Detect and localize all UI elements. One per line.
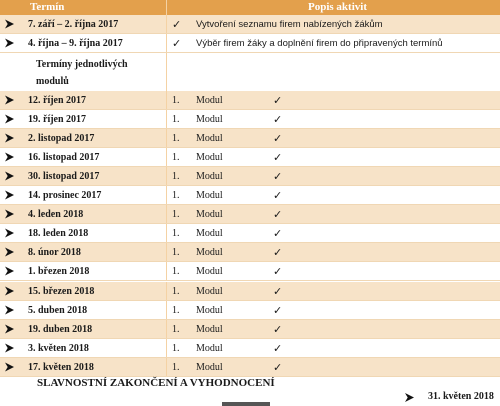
arrow-bullet-icon (5, 266, 14, 276)
module-number: 1. (172, 95, 180, 106)
module-label: Modul (196, 266, 223, 278)
module-number: 1. (172, 171, 180, 183)
column-divider (166, 243, 167, 262)
module-date: 30. listopad 2017 (28, 171, 100, 183)
module-number: 1. (172, 114, 180, 126)
column-divider (166, 282, 167, 301)
column-divider (166, 110, 167, 129)
module-date: 2. listopad 2017 (28, 133, 95, 145)
module-number: 1. (172, 133, 180, 145)
column-divider (166, 358, 167, 377)
arrow-bullet-icon (5, 286, 14, 296)
arrow-bullet-icon (5, 114, 14, 124)
module-date: 14. prosinec 2017 (28, 190, 102, 202)
column-header-activity: Popis aktivit (308, 1, 367, 13)
module-number: 1. (172, 247, 180, 259)
table-row (0, 205, 500, 224)
column-divider (166, 0, 167, 15)
checkmark-icon: ✓ (273, 247, 283, 260)
checkmark-icon: ✓ (273, 152, 283, 165)
module-date: 18. leden 2018 (28, 228, 89, 240)
table-row (0, 148, 500, 167)
module-number: 1. (172, 190, 180, 202)
table-row (0, 129, 500, 148)
module-label: Modul (196, 171, 223, 183)
column-divider (166, 53, 167, 91)
checkmark-icon: ✓ (172, 19, 182, 31)
arrow-bullet-icon (5, 362, 14, 372)
arrow-bullet-icon (405, 393, 414, 402)
module-date: 1. březen 2018 (28, 266, 90, 278)
module-label: Modul (196, 95, 223, 106)
column-divider (166, 205, 167, 224)
arrow-bullet-icon (5, 19, 14, 29)
table-row (0, 110, 500, 129)
arrow-bullet-icon (5, 190, 14, 200)
table-row (0, 186, 500, 205)
module-date: 15. březen 2018 (28, 285, 95, 297)
module-date: 19. duben 2018 (28, 323, 93, 335)
module-number: 1. (172, 209, 180, 221)
checkmark-icon: ✓ (273, 323, 283, 336)
term-date: 7. září – 2. října 2017 (28, 19, 119, 30)
modules-subheader-label: Termíny jednotlivých modulů (36, 59, 128, 87)
module-label: Modul (196, 342, 223, 354)
module-label: Modul (196, 209, 223, 221)
table-header (0, 0, 500, 15)
module-number: 1. (172, 342, 180, 354)
arrow-bullet-icon (5, 228, 14, 238)
module-date: 12. říjen 2017 (28, 95, 87, 106)
checkmark-icon: ✓ (273, 304, 283, 317)
column-header-term: Termín (30, 1, 65, 13)
arrow-bullet-icon (5, 95, 14, 105)
module-label: Modul (196, 285, 223, 297)
column-divider (166, 262, 167, 281)
table-row (0, 320, 500, 339)
module-label: Modul (196, 228, 223, 240)
table-row (0, 15, 500, 34)
checkmark-icon: ✓ (273, 190, 283, 203)
checkmark-icon: ✓ (273, 361, 283, 374)
column-divider (166, 34, 167, 53)
module-number: 1. (172, 228, 180, 240)
column-divider (166, 339, 167, 358)
checkmark-icon: ✓ (273, 228, 283, 241)
column-divider (166, 167, 167, 186)
closing-ceremony-title: SLAVNOSTNÍ ZAKONČENÍ A VYHODNOCENÍ (37, 377, 275, 389)
module-date: 3. květen 2018 (28, 342, 89, 354)
scrollbar-thumb[interactable] (222, 402, 270, 406)
checkmark-icon: ✓ (273, 209, 283, 222)
arrow-bullet-icon (5, 38, 14, 48)
table-row (0, 358, 500, 377)
column-divider (166, 15, 167, 34)
module-date: 17. květen 2018 (28, 361, 94, 373)
module-date: 16. listopad 2017 (28, 152, 100, 164)
modules-subheader (0, 53, 500, 91)
arrow-bullet-icon (5, 133, 14, 143)
closing-ceremony-date: 31. květen 2018 (428, 391, 494, 402)
module-label: Modul (196, 133, 223, 145)
table-row (0, 91, 500, 110)
module-date: 4. leden 2018 (28, 209, 84, 221)
module-label: Modul (196, 190, 223, 202)
activity-description: Výběr firem žáky a doplnění firem do připravených termínů (196, 38, 443, 49)
column-divider (166, 320, 167, 339)
module-date: 5. duben 2018 (28, 304, 88, 316)
table-row (0, 34, 500, 53)
activity-description: Vytvoření seznamu firem nabízených žákům (196, 19, 383, 30)
checkmark-icon: ✓ (273, 114, 283, 127)
module-number: 1. (172, 266, 180, 278)
arrow-bullet-icon (5, 171, 14, 181)
table-row (0, 167, 500, 186)
arrow-bullet-icon (5, 305, 14, 315)
module-number: 1. (172, 285, 180, 297)
arrow-bullet-icon (5, 152, 14, 162)
checkmark-icon: ✓ (273, 266, 283, 279)
arrow-bullet-icon (5, 209, 14, 219)
module-label: Modul (196, 247, 223, 259)
module-number: 1. (172, 152, 180, 164)
table-row (0, 339, 500, 358)
term-date: 4. října – 9. října 2017 (28, 38, 123, 49)
module-number: 1. (172, 323, 180, 335)
checkmark-icon: ✓ (273, 171, 283, 184)
module-label: Modul (196, 114, 223, 126)
arrow-bullet-icon (5, 247, 14, 257)
module-label: Modul (196, 152, 223, 164)
column-divider (166, 129, 167, 148)
column-divider (166, 186, 167, 205)
module-number: 1. (172, 361, 180, 373)
checkmark-icon: ✓ (273, 133, 283, 146)
table-row (0, 262, 500, 281)
module-label: Modul (196, 323, 223, 335)
checkmark-icon: ✓ (273, 342, 283, 355)
table-row (0, 282, 500, 301)
table-row (0, 224, 500, 243)
module-label: Modul (196, 361, 223, 373)
column-divider (166, 301, 167, 320)
module-date: 19. říjen 2017 (28, 114, 87, 126)
module-label: Modul (196, 304, 223, 316)
checkmark-icon: ✓ (172, 38, 182, 50)
module-number: 1. (172, 304, 180, 316)
column-divider (166, 148, 167, 167)
arrow-bullet-icon (5, 324, 14, 334)
checkmark-icon: ✓ (273, 95, 283, 107)
table-row (0, 243, 500, 262)
table-row (0, 301, 500, 320)
column-divider (166, 224, 167, 243)
module-date: 8. únor 2018 (28, 247, 81, 259)
column-divider (166, 91, 167, 110)
arrow-bullet-icon (5, 343, 14, 353)
checkmark-icon: ✓ (273, 285, 283, 298)
